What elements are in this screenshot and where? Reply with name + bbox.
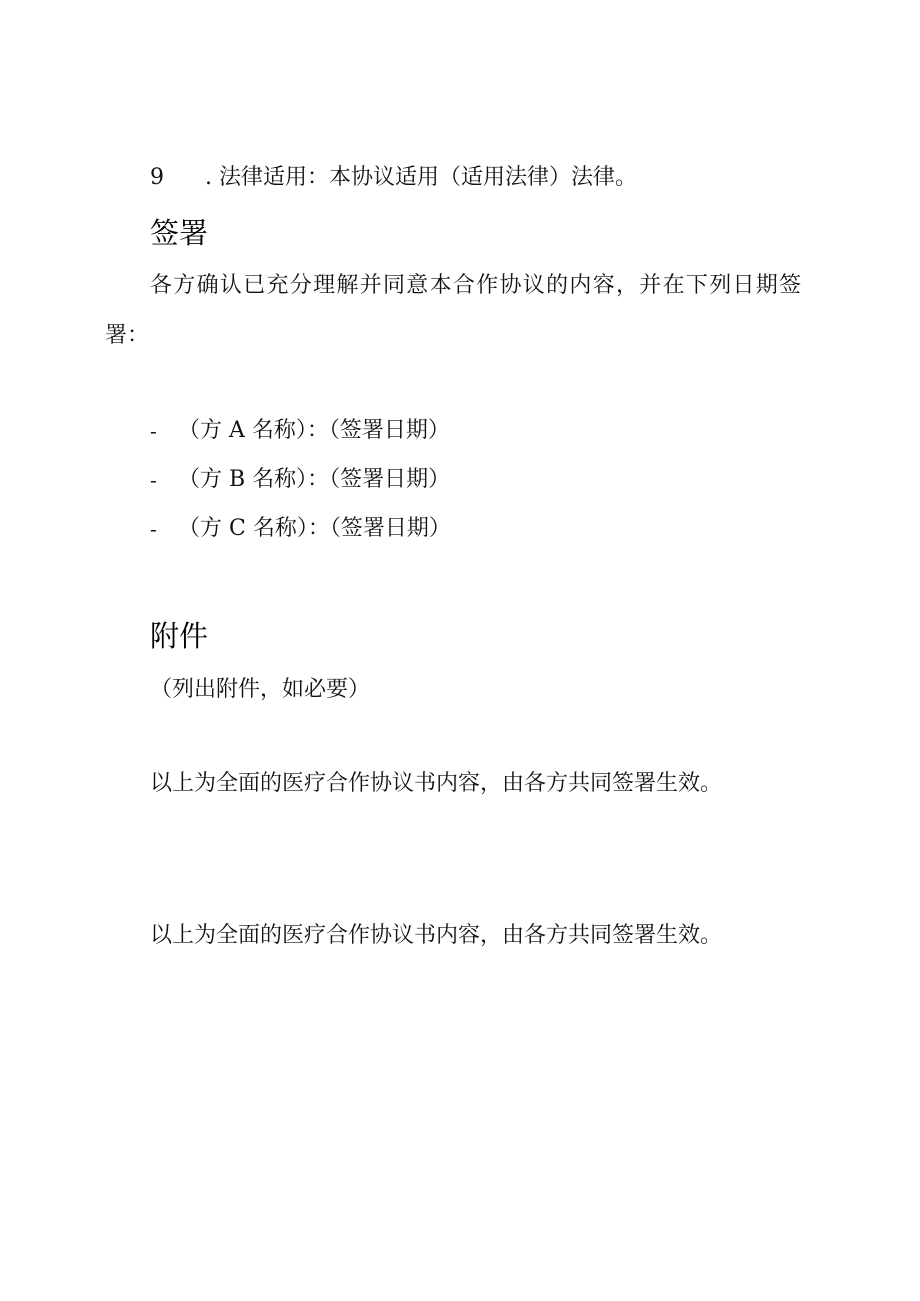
signing-intro-line1: 各方确认已充分理解并同意本合作协议的内容，并在下列日期签 [150, 273, 803, 298]
signing-heading: 签署 [150, 216, 209, 250]
attachments-note: （列出附件，如必要） [150, 677, 371, 702]
clause-number: 9 [150, 165, 164, 190]
clause-text: . 法律适用：本协议适用（适用法律）法律。 [205, 165, 637, 190]
closing-statement: 以上为全面的医疗合作协议书内容，由各方共同签署生效。 [150, 771, 723, 796]
party-bullet: - [150, 517, 157, 541]
party-b-line: （方 B 名称）：（签署日期） [178, 467, 451, 492]
party-bullet: - [150, 468, 157, 492]
signing-intro-line2: 署： [105, 323, 150, 348]
attachments-heading: 附件 [150, 619, 209, 653]
party-c-line: （方 C 名称）：（签署日期） [178, 516, 451, 541]
party-a-line: （方 A 名称）：（签署日期） [178, 418, 450, 443]
closing-statement: 以上为全面的医疗合作协议书内容，由各方共同签署生效。 [150, 923, 723, 948]
party-bullet: - [150, 419, 157, 443]
